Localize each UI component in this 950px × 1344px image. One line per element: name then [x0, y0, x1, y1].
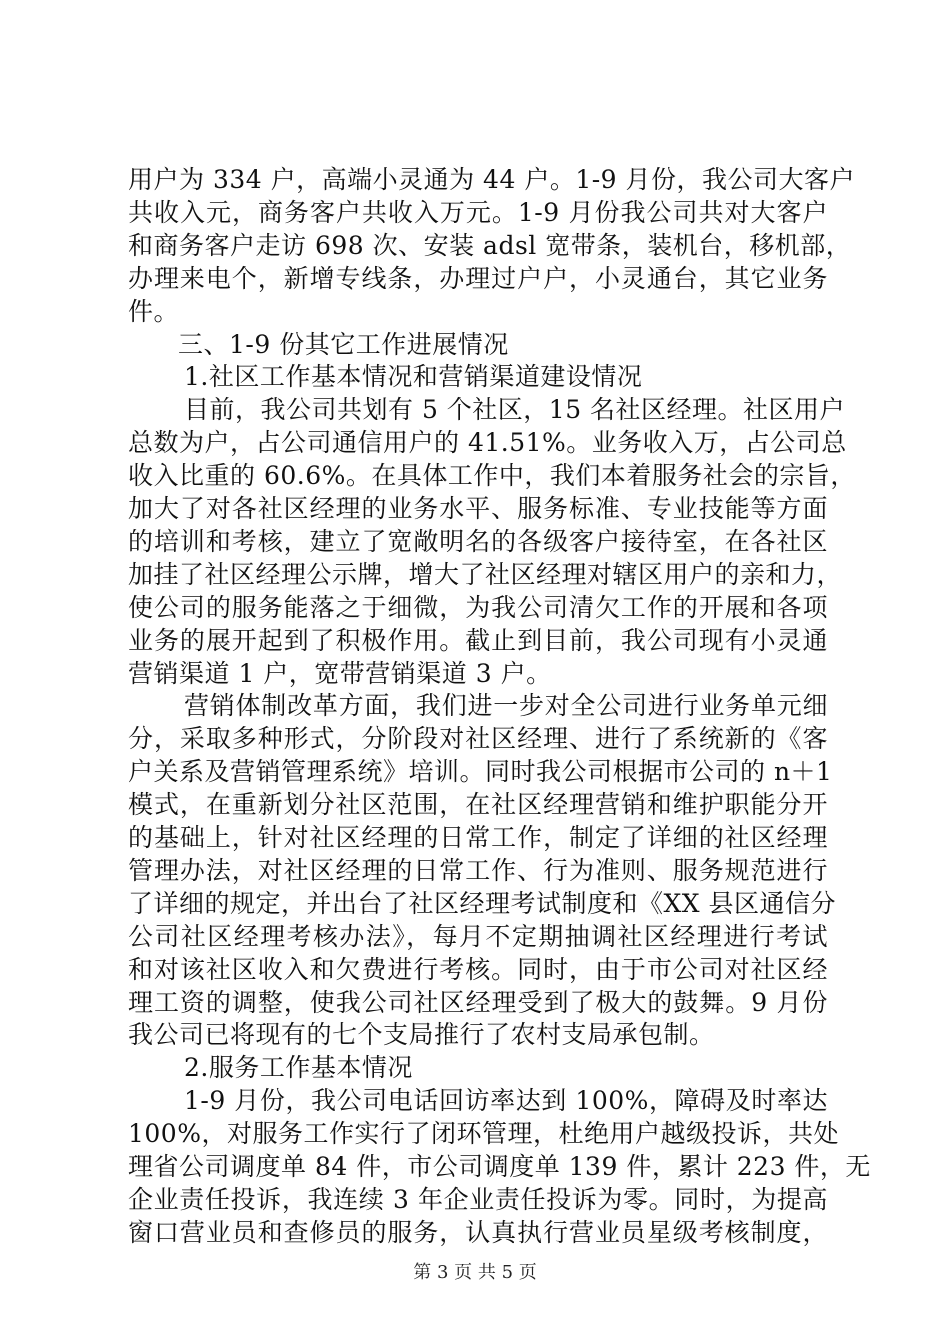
- text-line: 使公司的服务能落之于细微，为我公司清欠工作的开展和各项: [128, 593, 828, 622]
- text-line: 窗口营业员和查修员的服务，认真执行营业员星级考核制度，: [128, 1218, 828, 1247]
- text-line: 的基础上，针对社区经理的日常工作，制定了详细的社区经理: [128, 823, 828, 852]
- text-line: 加大了对各社区经理的业务水平、服务标准、专业技能等方面: [128, 494, 828, 523]
- page-footer: 第 3 页 共 5 页: [413, 1262, 537, 1283]
- text-line: 我公司已将现有的七个支局推行了农村支局承包制。: [128, 1020, 715, 1049]
- text-line: 了详细的规定，并出台了社区经理考试制度和《XX 县区通信分: [128, 889, 837, 918]
- text-line: 企业责任投诉，我连续 3 年企业责任投诉为零。同时，为提高: [128, 1185, 828, 1214]
- text-line: 1.社区工作基本情况和营销渠道建设情况: [184, 362, 643, 391]
- text-line: 理工资的调整，使我公司社区经理受到了极大的鼓舞。9 月份: [128, 988, 828, 1017]
- text-line: 总数为户，占公司通信用户的 41.51%。业务收入万，占公司总: [128, 428, 847, 457]
- text-line: 用户为 334 户，高端小灵通为 44 户。1-9 月份，我公司大客户: [128, 165, 856, 194]
- text-line: 收入比重的 60.6%。在具体工作中，我们本着服务社会的宗旨，: [128, 461, 856, 490]
- text-line: 的培训和考核，建立了宽敞明名的各级客户接待室，在各社区: [128, 527, 828, 556]
- text-line: 办理来电个，新增专线条，办理过户户，小灵通台，其它业务: [128, 264, 828, 293]
- text-line: 营销渠道 1 户，宽带营销渠道 3 户。: [128, 659, 552, 688]
- text-line: 管理办法，对社区经理的日常工作、行为准则、服务规范进行: [128, 856, 828, 885]
- text-line: 公司社区经理考核办法》，每月不定期抽调社区经理进行考试: [128, 922, 828, 951]
- text-line: 分，采取多种形式，分阶段对社区经理、进行了系统新的《客: [128, 724, 828, 753]
- text-line: 100%，对服务工作实行了闭环管理，杜绝用户越级投诉，共处: [128, 1119, 839, 1148]
- text-line: 三、1-9 份其它工作进展情况: [178, 330, 509, 359]
- text-line: 模式，在重新划分社区范围，在社区经理营销和维护职能分开: [128, 790, 828, 819]
- text-line: 户关系及营销管理系统》培训。同时我公司根据市公司的 n＋1: [128, 757, 833, 786]
- text-line: 营销体制改革方面，我们进一步对全公司进行业务单元细: [184, 691, 828, 720]
- text-line: 业务的展开起到了积极作用。截止到目前，我公司现有小灵通: [128, 626, 828, 655]
- text-line: 共收入元，商务客户共收入万元。1-9 月份我公司共对大客户: [128, 198, 828, 227]
- text-line: 和对该社区收入和欠费进行考核。同时，由于市公司对社区经: [128, 955, 828, 984]
- text-line: 件。: [128, 297, 180, 326]
- text-line: 和商务客户走访 698 次、安装 adsl 宽带条，装机台，移机部，: [128, 231, 852, 260]
- text-line: 2.服务工作基本情况: [184, 1053, 413, 1082]
- text-line: 目前，我公司共划有 5 个社区，15 名社区经理。社区用户: [184, 395, 846, 424]
- text-line: 理省公司调度单 84 件，市公司调度单 139 件，累计 223 件，无: [128, 1152, 871, 1181]
- text-line: 1-9 月份，我公司电话回访率达到 100%，障碍及时率达: [184, 1086, 828, 1115]
- text-line: 加挂了社区经理公示牌，增大了社区经理对辖区用户的亲和力，: [128, 560, 843, 589]
